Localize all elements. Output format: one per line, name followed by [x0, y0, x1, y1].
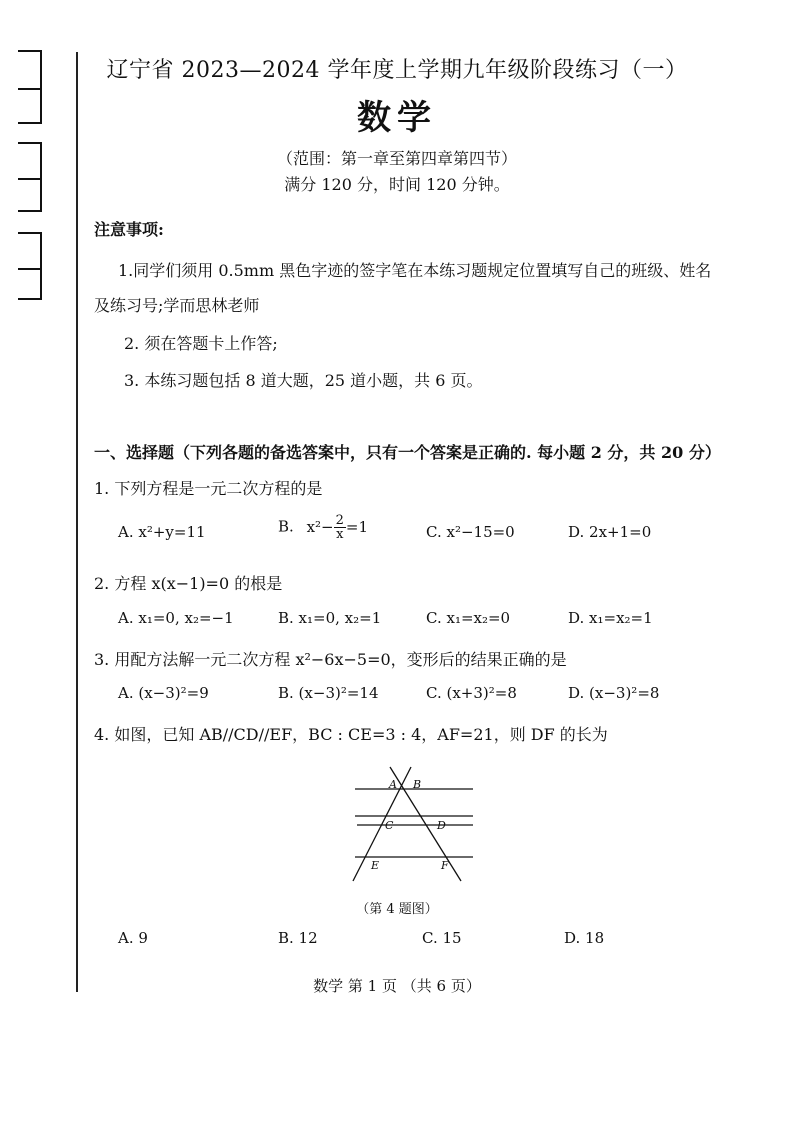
page-footer: 数学 第 1 页 （共 6 页）	[313, 977, 481, 995]
subject-title: 数学	[357, 98, 437, 138]
q4-option-b: B. 12	[278, 929, 318, 947]
q1-option-b-left: x²−	[306, 517, 334, 536]
label-b: B	[413, 778, 422, 791]
label-d: D	[437, 819, 446, 832]
q3-option-d: D. (x−3)²=8	[568, 684, 660, 702]
q1-option-c: C. x²−15=0	[426, 523, 515, 541]
figure-caption: （第 4 题图）	[356, 902, 438, 917]
q1-option-d: D. 2x+1=0	[568, 523, 652, 541]
q3-option-a: A. (x−3)²=9	[118, 684, 209, 702]
q2-option-b: B. x₁=0, x₂=1	[278, 609, 382, 627]
q1-option-b-numerator: 2	[335, 513, 344, 528]
q1-option-b-letter: B.	[278, 517, 294, 536]
q2-option-a: A. x₁=0, x₂=−1	[118, 609, 234, 627]
q1-option-b-denominator: x	[336, 527, 344, 542]
question-1-stem: 1. 下列方程是一元二次方程的是	[94, 479, 323, 498]
transversal-bf	[390, 767, 461, 881]
label-a: A	[389, 778, 397, 791]
binding-bracket	[18, 232, 42, 270]
exam-score-time: 满分 120 分，时间 120 分钟。	[284, 175, 510, 194]
q3-option-c: C. (x+3)²=8	[426, 684, 517, 702]
notice-item-1-cont: 及练习号;学而思林老师	[94, 296, 260, 315]
q4-option-a: A. 9	[118, 929, 148, 947]
q1-option-a: A. x²+y=11	[118, 523, 206, 541]
q4-option-c: C. 15	[422, 929, 462, 947]
notice-item-3: 3. 本练习题包括 8 道大题，25 道小题，共 6 页。	[124, 371, 483, 390]
question-4-stem: 4. 如图，已知 AB//CD//EF，BC : CE=3 : 4，AF=21，则 DF 的长为	[94, 725, 608, 744]
exam-scope: （范围：第一章至第四章第四节）	[276, 149, 517, 168]
question-3-stem: 3. 用配方法解一元二次方程 x²−6x−5=0，变形后的结果正确的是	[94, 650, 567, 669]
notice-heading: 注意事项:	[94, 220, 164, 239]
section-heading: 一、选择题（下列各题的备选答案中，只有一个答案是正确的. 每小题 2 分，共 20 分）	[94, 443, 721, 462]
question-2-stem: 2. 方程 x(x−1)=0 的根是	[94, 574, 283, 593]
q1-option-b-fraction	[334, 514, 346, 541]
exam-title: 辽宁省 2023—2024 学年度上学期九年级阶段练习（一）	[106, 58, 688, 83]
label-e: E	[371, 859, 380, 872]
label-f: F	[441, 859, 449, 872]
label-c: C	[385, 819, 394, 832]
binding-bracket	[18, 266, 42, 300]
q3-option-b: B. (x−3)²=14	[278, 684, 379, 702]
q1-option-b-right: =1	[345, 517, 369, 536]
q2-option-d: D. x₁=x₂=1	[568, 609, 653, 627]
transversal-ae	[353, 767, 411, 881]
figure-parallel-lines	[345, 765, 480, 885]
q1-option-b	[278, 514, 368, 541]
q2-option-c: C. x₁=x₂=0	[426, 609, 511, 627]
q4-option-d: D. 18	[564, 929, 605, 947]
notice-item-2: 2. 须在答题卡上作答;	[124, 334, 278, 353]
notice-item-1: 1.同学们须用 0.5mm 黑色字迹的签字笔在本练习题规定位置填写自己的班级、姓名	[118, 261, 712, 280]
